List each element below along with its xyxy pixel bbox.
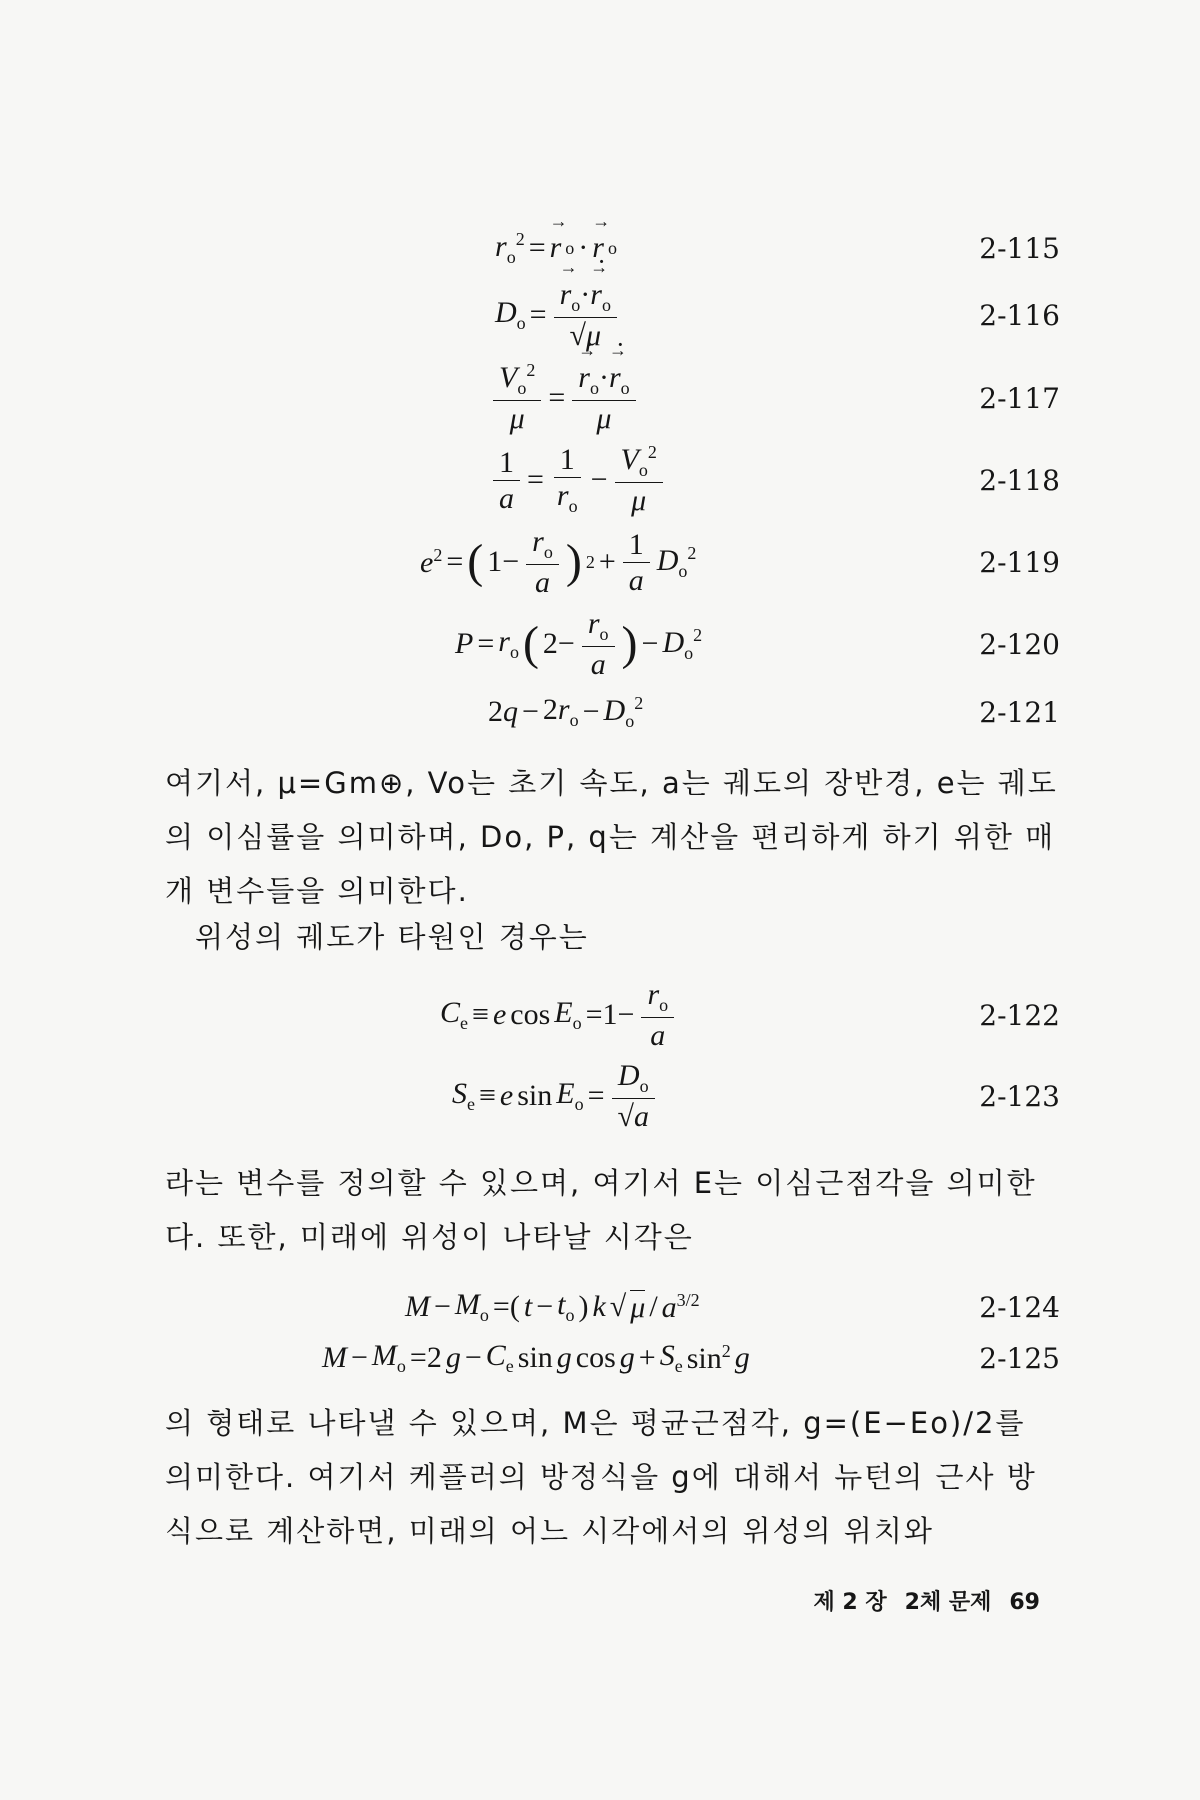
equation-number: 2-123 <box>979 1079 1060 1113</box>
equation-number: 2-117 <box>979 381 1060 415</box>
equation-number: 2-122 <box>979 998 1060 1032</box>
equation-2-122: $C_e$ ≡ e cos $E_o$ =1− $\frac{r_o}{a}$ <box>440 985 677 1045</box>
equation-number: 2-118 <box>979 463 1060 497</box>
equation-row <box>0 360 1200 435</box>
page-footer <box>814 1585 1041 1616</box>
equation-row <box>0 682 1200 742</box>
equation-number: 2-124 <box>979 1290 1060 1324</box>
equation-row <box>0 442 1200 517</box>
equation-row <box>0 1328 1200 1388</box>
equation-row <box>0 1059 1200 1133</box>
equation-2-117: $\frac{V_o^2}{\mu}$ = → $\frac{r \cdot_o\cdot\to r \cdot_o}{\mu}$ <box>490 368 639 428</box>
equation-2-120: P = $r_o$ ( 2− $\frac{r_o}{a}$ ) − $D_o^2$ <box>455 607 703 681</box>
equation-number: 2-119 <box>979 545 1060 579</box>
equation-2-115: $r_o^2$ = → r o · → r o <box>495 218 617 278</box>
equation-number: 2-116 <box>979 298 1060 332</box>
equation-number: 2-125 <box>979 1341 1060 1375</box>
equation-2-116: $D_o$ = → $\frac{r_o\cdot\to r \cdot_o}{√\mu}$ <box>495 285 620 345</box>
equation-2-123: $S_e$ ≡ e sin $E_o$ = $\frac{D_o}{√a}$ <box>452 1066 658 1126</box>
chapter-title: 2체 문제 <box>904 1590 992 1615</box>
equation-row <box>0 525 1200 599</box>
equation-row <box>0 278 1200 352</box>
paragraph: 여기서, μ=Gm⊕, Vo는 초기 속도, a는 궤도의 장반경, e는 궤도의 이심률을 의미하며, Do, P, q는 계산을 편리하게 하기 위한 매개 변수들을 의미한다. <box>165 766 1058 908</box>
equation-2-119: $e^2$ = ( 1− $\frac{r_o}{a}$ ) 2 + $\frac{1}{a}$ $D_o^2$ <box>420 525 697 599</box>
equation-number: 2-115 <box>979 231 1060 265</box>
equation-number: 2-121 <box>979 695 1060 729</box>
paragraph: 위성의 궤도가 타원인 경우는 <box>195 920 589 954</box>
equation-2-124: M − $M_o$ =( t − $t_o$ ) k √ μ / $a^{3/2}$ <box>405 1288 700 1325</box>
chapter-label: 제 2 장 <box>813 1590 887 1615</box>
equation-2-125: M − $M_o$ =2 g − $C_e$ sin g cos g + $S_e$ $\sin^2$ g <box>322 1339 750 1376</box>
equation-2-121: 2q − $2r_o$ − $D_o^2$ <box>488 692 644 731</box>
equation-row <box>0 607 1200 681</box>
paragraph: 라는 변수를 정의할 수 있으며, 여기서 E는 이심근점각을 의미한다. 또한, 미래에 위성이 나타날 시각은 <box>165 1166 1037 1254</box>
page-number: 69 <box>1009 1590 1040 1615</box>
equation-2-118: $\frac{1}{a}$ = $\frac{1}{r_o}$ − $\frac{V_o^2}{\mu}$ <box>490 450 666 510</box>
equation-row <box>0 978 1200 1052</box>
paragraph: 의 형태로 나타낼 수 있으며, M은 평균근점각, g=(E−Eo)/2를 의미한다. 여기서 케플러의 방정식을 g에 대해서 뉴턴의 근사 방식으로 계산하면, 미래의 어느 시각에서의 위성의 위치와 <box>165 1406 1037 1548</box>
equation-number: 2-120 <box>979 627 1060 661</box>
